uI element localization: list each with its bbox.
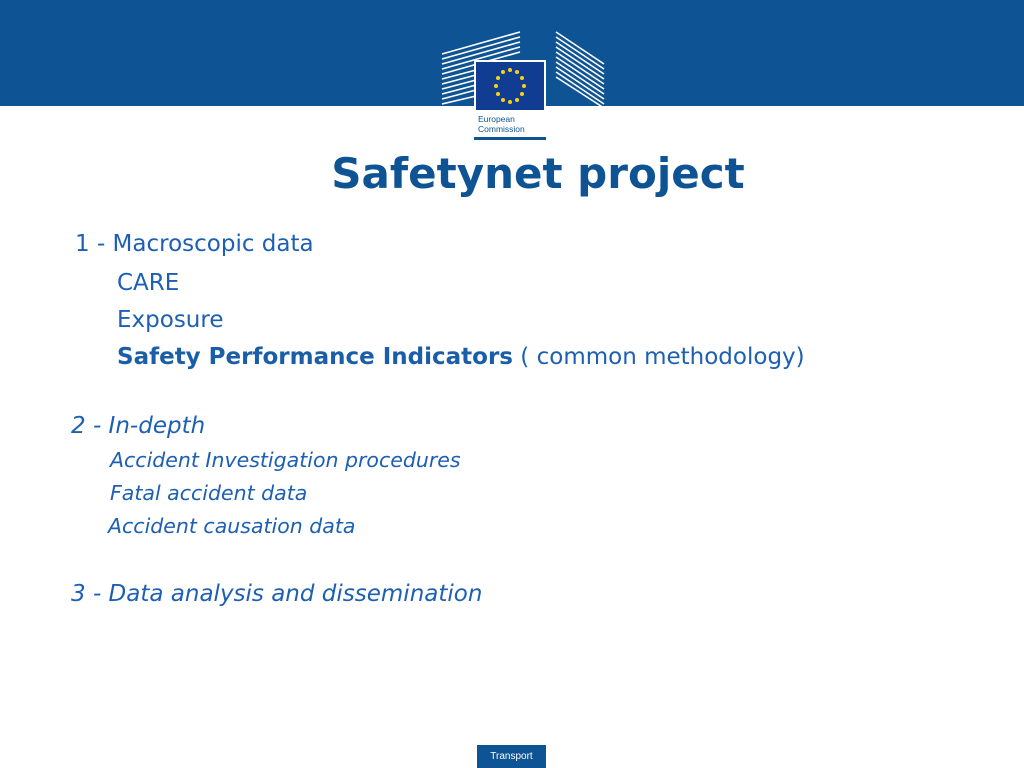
logo-text-commission: Commission — [478, 124, 525, 134]
european-commission-logo — [440, 28, 606, 142]
section-1-heading: 1 - Macroscopic data — [75, 231, 314, 257]
section-2-item-causation: Accident causation data — [108, 514, 356, 538]
slide-title: Safetynet project — [331, 149, 745, 198]
logo-text-european: European — [478, 114, 515, 124]
section-1-item-exposure: Exposure — [117, 307, 224, 333]
section-2-heading: 2 - In-depth — [71, 413, 206, 439]
section-3-heading: 3 - Data analysis and dissemination — [71, 581, 483, 607]
section-1-item-spi — [117, 344, 805, 370]
spi-bold-text: Safety Performance Indicators — [117, 344, 513, 370]
section-2-item-fatal: Fatal accident data — [110, 481, 308, 505]
footer-transport-tag: Transport — [477, 745, 546, 768]
section-1-item-care: CARE — [117, 270, 180, 296]
section-2-item-investigation: Accident Investigation procedures — [110, 448, 461, 472]
spi-methodology-text: ( common methodology) — [513, 344, 805, 370]
